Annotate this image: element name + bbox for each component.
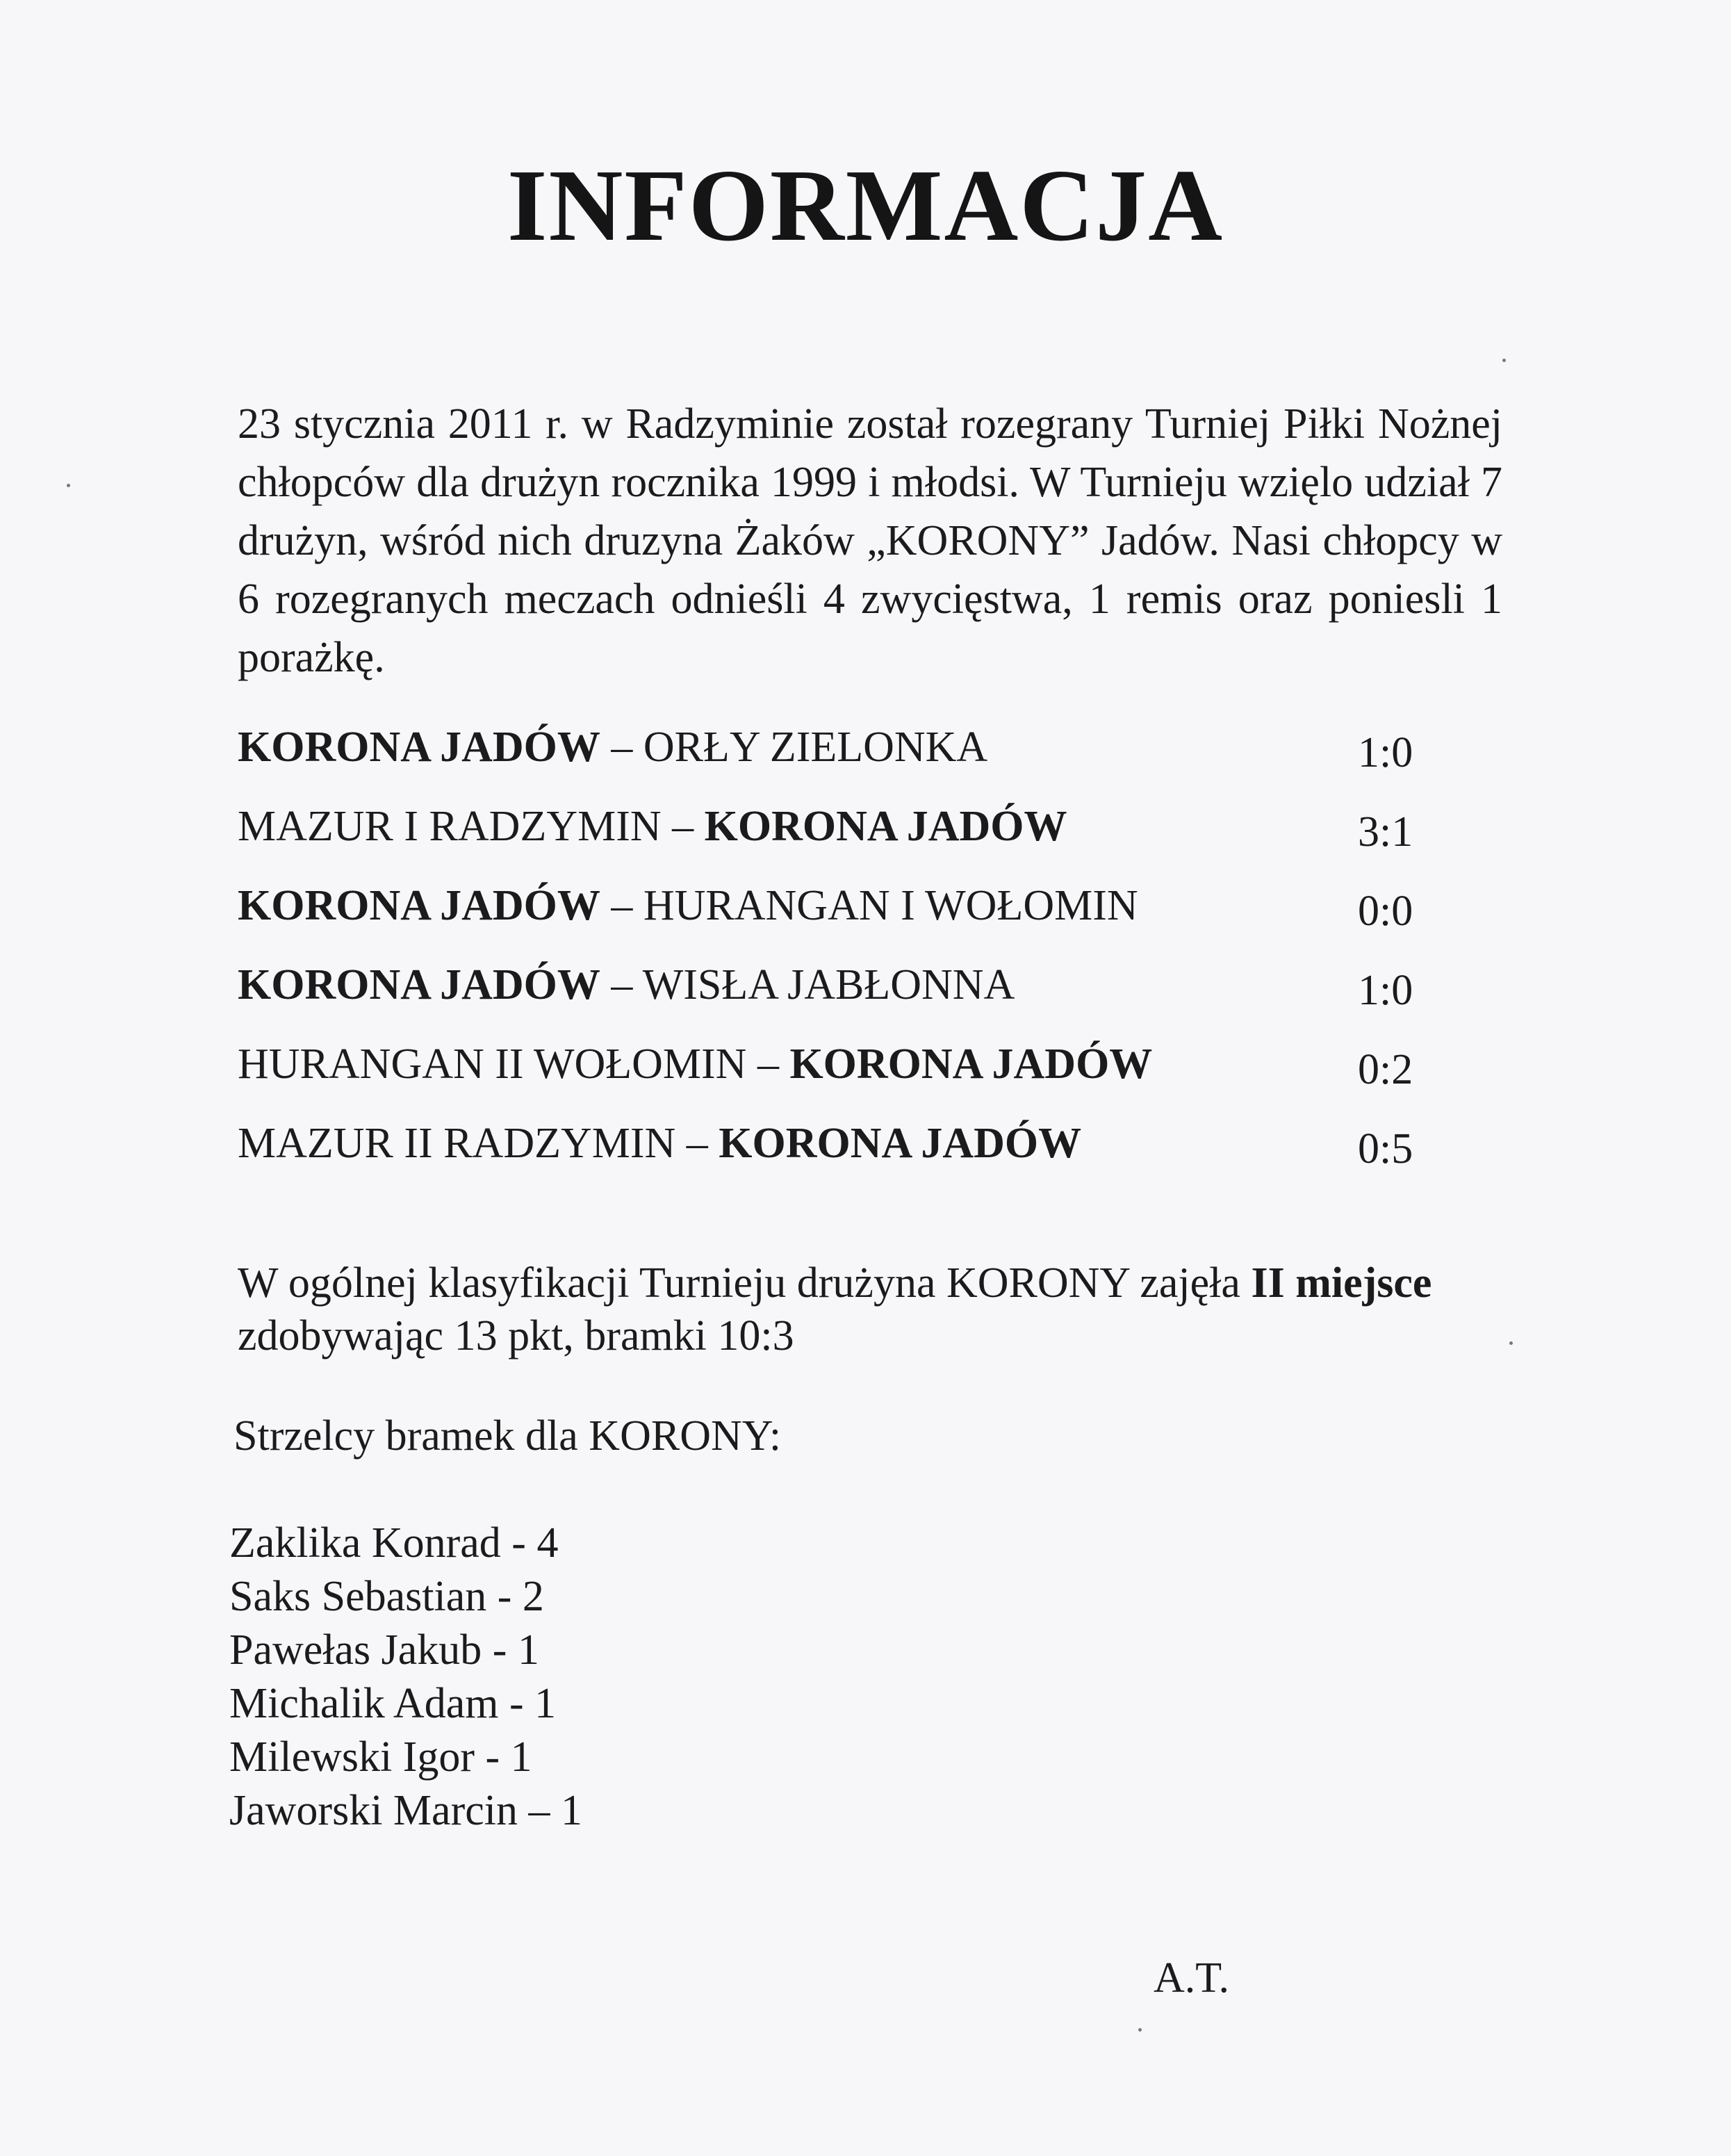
team-separator: – <box>600 961 643 1008</box>
intro-paragraph <box>238 395 1502 687</box>
match-row <box>238 1036 1433 1116</box>
scorer-item: Saks Sebastian - 2 <box>229 1573 544 1620</box>
scorers-list <box>229 1517 582 1838</box>
scan-speck <box>1509 1341 1513 1345</box>
scorers-heading: Strzelcy bramek dla KORONY: <box>233 1412 782 1460</box>
opponent-team: HURANGAN I WOŁOMIN <box>643 882 1138 929</box>
author-signature: A.T. <box>1154 1954 1230 2002</box>
match-results <box>238 719 1433 1195</box>
opponent-team: MAZUR I RADZYMIN <box>238 803 662 850</box>
korona-team: KORONA JADÓW <box>238 724 600 771</box>
match-score: 1:0 <box>1358 967 1413 1014</box>
korona-team: KORONA JADÓW <box>719 1120 1082 1167</box>
match-score: 0:0 <box>1358 888 1413 935</box>
final-place: II miejsce <box>1251 1259 1432 1307</box>
korona-team: KORONA JADÓW <box>238 882 600 929</box>
scan-speck <box>1502 359 1506 362</box>
scan-speck <box>1138 2028 1142 2032</box>
page-title: INFORMACJA <box>507 149 1224 263</box>
match-teams <box>238 1036 1152 1092</box>
match-row <box>238 878 1433 957</box>
match-score: 3:1 <box>1358 808 1413 856</box>
match-score: 1:0 <box>1358 729 1413 776</box>
korona-team: KORONA JADÓW <box>704 803 1067 850</box>
opponent-team: HURANGAN II WOŁOMIN <box>238 1040 747 1088</box>
match-teams <box>238 1116 1081 1171</box>
team-separator: – <box>600 724 643 771</box>
match-row <box>238 957 1433 1036</box>
match-score: 0:5 <box>1358 1125 1413 1173</box>
opponent-team: WISŁA JABŁONNA <box>642 961 1015 1008</box>
match-row <box>238 719 1433 799</box>
scorer-item: Jaworski Marcin – 1 <box>229 1787 582 1834</box>
classification-summary <box>238 1257 1558 1362</box>
scan-speck <box>67 484 70 487</box>
team-separator: – <box>600 882 643 929</box>
scorer-item: Michalik Adam - 1 <box>229 1680 557 1727</box>
match-row <box>238 799 1433 878</box>
korona-team: KORONA JADÓW <box>789 1040 1153 1088</box>
scorer-item: Milewski Igor - 1 <box>229 1733 532 1781</box>
match-teams <box>238 957 1015 1013</box>
team-separator: – <box>675 1120 719 1167</box>
match-teams <box>238 719 987 775</box>
scorer-item: Pawełas Jakub - 1 <box>229 1626 539 1674</box>
team-separator: – <box>746 1040 790 1088</box>
intro-text: 23 stycznia 2011 r. w Radzyminie został rozegrany Turniej Piłki Nożnej chłopców dla drużyn rocznika 1999 i młodsi. W Turnieju wzięlo udział 7 drużyn, wśród nich druzyna Żaków „KORONY” Jadów. Nasi chłopcy w 6 rozegranych meczach odnieśli 4 zwycięstwa, 1 remis oraz poniesli 1 porażkę. <box>238 400 1502 681</box>
korona-team: KORONA JADÓW <box>238 961 600 1008</box>
match-row <box>238 1116 1433 1195</box>
match-score: 0:2 <box>1358 1046 1413 1093</box>
opponent-team: ORŁY ZIELONKA <box>643 724 988 771</box>
match-teams <box>238 878 1138 933</box>
team-separator: – <box>661 803 705 850</box>
summary-text: W ogólnej klasyfikacji Turnieju drużyna KORONY zajęła <box>238 1259 1252 1307</box>
scorer-item: Zaklika Konrad - 4 <box>229 1519 559 1567</box>
opponent-team: MAZUR II RADZYMIN <box>238 1120 676 1167</box>
match-teams <box>238 799 1067 854</box>
summary-line-1 <box>238 1257 1558 1309</box>
summary-line-2: zdobywając 13 pkt, bramki 10:3 <box>238 1312 794 1359</box>
